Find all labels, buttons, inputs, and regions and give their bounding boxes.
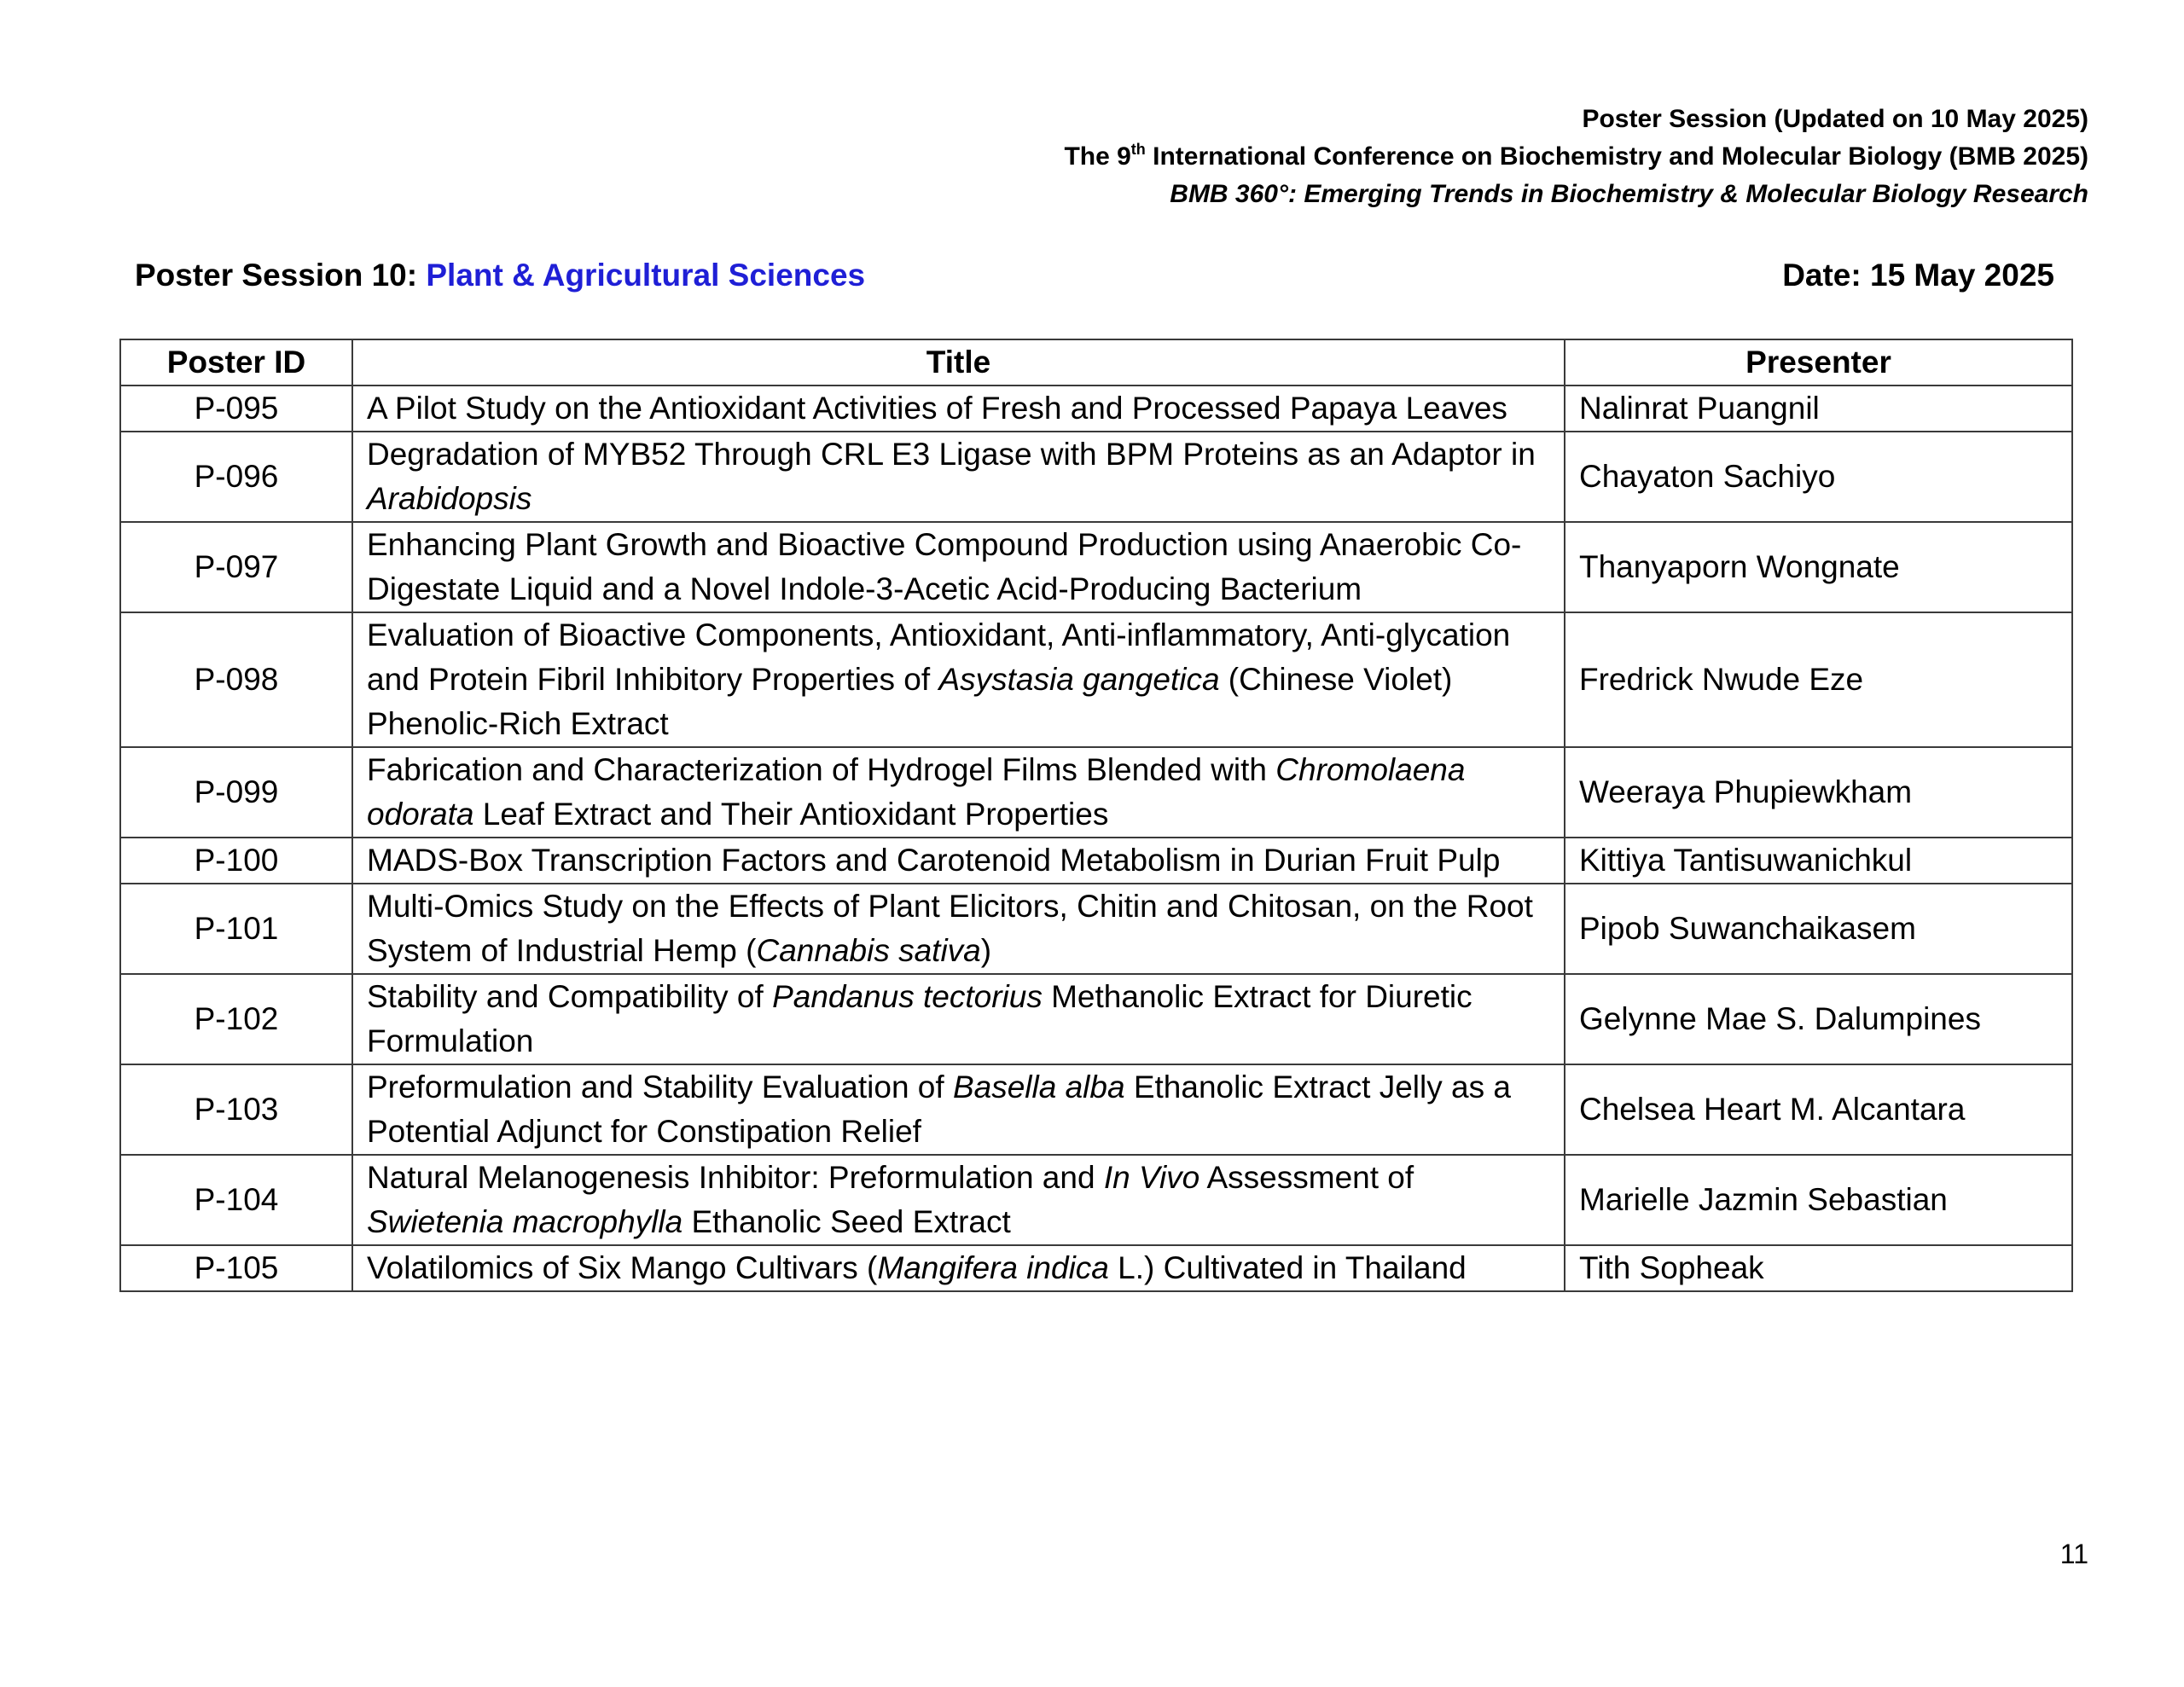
conference-name	[1064, 138, 2088, 176]
table-row	[120, 884, 2072, 974]
poster-id-cell: P-095	[120, 386, 352, 432]
title-segment: )	[980, 933, 992, 968]
presenter-cell: Marielle Jazmin Sebastian	[1565, 1155, 2072, 1245]
title-italic-segment: Cannabis sativa	[756, 933, 981, 968]
poster-title-cell	[352, 612, 1565, 747]
presenter-cell: Weeraya Phupiewkham	[1565, 747, 2072, 838]
table-row	[120, 747, 2072, 838]
table-row	[120, 1064, 2072, 1155]
poster-title-cell	[352, 432, 1565, 522]
poster-title-cell	[352, 1155, 1565, 1245]
session-heading	[135, 254, 2054, 297]
title-segment: Assessment of	[1199, 1160, 1414, 1195]
poster-title-cell	[352, 386, 1565, 432]
table-row	[120, 612, 2072, 747]
title-segment: Enhancing Plant Growth and Bioactive Compound Production using Anaerobic Co-Digestate Liquid and a Novel Indole-3-Acetic Acid-Producing Bacterium	[367, 527, 1522, 606]
title-segment: Leaf Extract and Their Antioxidant Properties	[473, 797, 1109, 832]
page-number: 11	[2059, 1539, 2088, 1569]
poster-title-cell	[352, 838, 1565, 884]
presenter-cell: Gelynne Mae S. Dalumpines	[1565, 974, 2072, 1064]
presenter-cell: Chayaton Sachiyo	[1565, 432, 2072, 522]
column-header-title: Title	[352, 339, 1565, 386]
presenter-cell: Pipob Suwanchaikasem	[1565, 884, 2072, 974]
poster-table	[119, 339, 2073, 1292]
table-row	[120, 1245, 2072, 1291]
title-italic-segment: Swietenia macrophylla	[367, 1204, 683, 1239]
title-italic-segment: Chromolaena odorata	[367, 752, 1466, 832]
poster-title-cell	[352, 747, 1565, 838]
title-segment: Multi-Omics Study on the Effects of Plant Elicitors, Chitin and Chitosan, on the Root System of Industrial Hemp (	[367, 889, 1533, 968]
conference-tagline: BMB 360°: Emerging Trends in Biochemistry & Molecular Biology Research	[1170, 180, 2088, 208]
poster-title-cell	[352, 974, 1565, 1064]
title-segment: Degradation of MYB52 Through CRL E3 Ligase with BPM Proteins as an Adaptor in	[367, 437, 1536, 472]
poster-id-cell: P-099	[120, 747, 352, 838]
title-segment: L.) Cultivated in Thailand	[1108, 1250, 1467, 1285]
title-segment: Ethanolic Extract Jelly as a Potential Adjunct for Constipation Relief	[367, 1070, 1511, 1149]
poster-id-cell: P-102	[120, 974, 352, 1064]
title-segment: Evaluation of Bioactive Components, Antioxidant, Anti-inflammatory, Anti-glycation and Protein Fibril Inhibitory Properties of	[367, 617, 1511, 697]
poster-id-cell: P-098	[120, 612, 352, 747]
poster-rows	[120, 386, 2072, 1291]
presenter-cell: Fredrick Nwude Eze	[1565, 612, 2072, 747]
poster-id-cell: P-104	[120, 1155, 352, 1245]
document-header	[1064, 101, 2088, 213]
poster-id-cell: P-105	[120, 1245, 352, 1291]
title-italic-segment: Basella alba	[952, 1070, 1125, 1104]
title-italic-segment: In Vivo	[1103, 1160, 1200, 1195]
session-name: Plant & Agricultural Sciences	[426, 258, 866, 293]
table-row	[120, 522, 2072, 612]
session-label: Poster Session 10:	[135, 258, 427, 293]
poster-title-cell	[352, 884, 1565, 974]
table-row	[120, 386, 2072, 432]
title-segment: Methanolic Extract for Diuretic Formulation	[367, 979, 1472, 1058]
column-header-poster-id: Poster ID	[120, 339, 352, 386]
title-segment: A Pilot Study on the Antioxidant Activities of Fresh and Processed Papaya Leaves	[367, 391, 1507, 426]
poster-title-cell	[352, 522, 1565, 612]
title-italic-segment: Arabidopsis	[367, 481, 532, 516]
title-italic-segment: Pandanus tectorius	[772, 979, 1043, 1014]
table-row	[120, 1155, 2072, 1245]
conference-name-prefix: The 9	[1064, 142, 1131, 171]
presenter-cell: Tith Sopheak	[1565, 1245, 2072, 1291]
presenter-cell: Thanyaporn Wongnate	[1565, 522, 2072, 612]
table-header-row	[120, 339, 2072, 386]
title-segment: (Chinese Violet) Phenolic-Rich Extract	[367, 662, 1453, 741]
table-row	[120, 432, 2072, 522]
poster-title-cell	[352, 1064, 1565, 1155]
title-segment: Natural Melanogenesis Inhibitor: Preformulation and	[367, 1160, 1104, 1195]
session-date: Date: 15 May 2025	[1782, 258, 2054, 293]
title-segment: Fabrication and Characterization of Hydrogel Films Blended with	[367, 752, 1276, 787]
presenter-cell: Kittiya Tantisuwanichkul	[1565, 838, 2072, 884]
session-title	[135, 254, 865, 297]
poster-title-cell	[352, 1245, 1565, 1291]
title-italic-segment: Asystasia gangetica	[938, 662, 1220, 697]
table-row	[120, 974, 2072, 1064]
poster-id-cell: P-103	[120, 1064, 352, 1155]
title-segment: Volatilomics of Six Mango Cultivars (	[367, 1250, 878, 1285]
title-italic-segment: Mangifera indica	[877, 1250, 1109, 1285]
title-segment: Stability and Compatibility of	[367, 979, 773, 1014]
title-segment: Preformulation and Stability Evaluation of	[367, 1070, 953, 1104]
title-segment: Ethanolic Seed Extract	[682, 1204, 1011, 1239]
poster-id-cell: P-100	[120, 838, 352, 884]
poster-id-cell: P-101	[120, 884, 352, 974]
poster-id-cell: P-096	[120, 432, 352, 522]
presenter-cell: Nalinrat Puangnil	[1565, 386, 2072, 432]
ordinal-suffix: th	[1130, 141, 1146, 158]
title-segment: MADS-Box Transcription Factors and Carotenoid Metabolism in Durian Fruit Pulp	[367, 843, 1501, 878]
conference-name-suffix: International Conference on Biochemistry and Molecular Biology (BMB 2025)	[1145, 142, 2088, 171]
column-header-presenter: Presenter	[1565, 339, 2072, 386]
table-row	[120, 838, 2072, 884]
poster-id-cell: P-097	[120, 522, 352, 612]
update-note: Poster Session (Updated on 10 May 2025)	[1582, 105, 2088, 133]
presenter-cell: Chelsea Heart M. Alcantara	[1565, 1064, 2072, 1155]
